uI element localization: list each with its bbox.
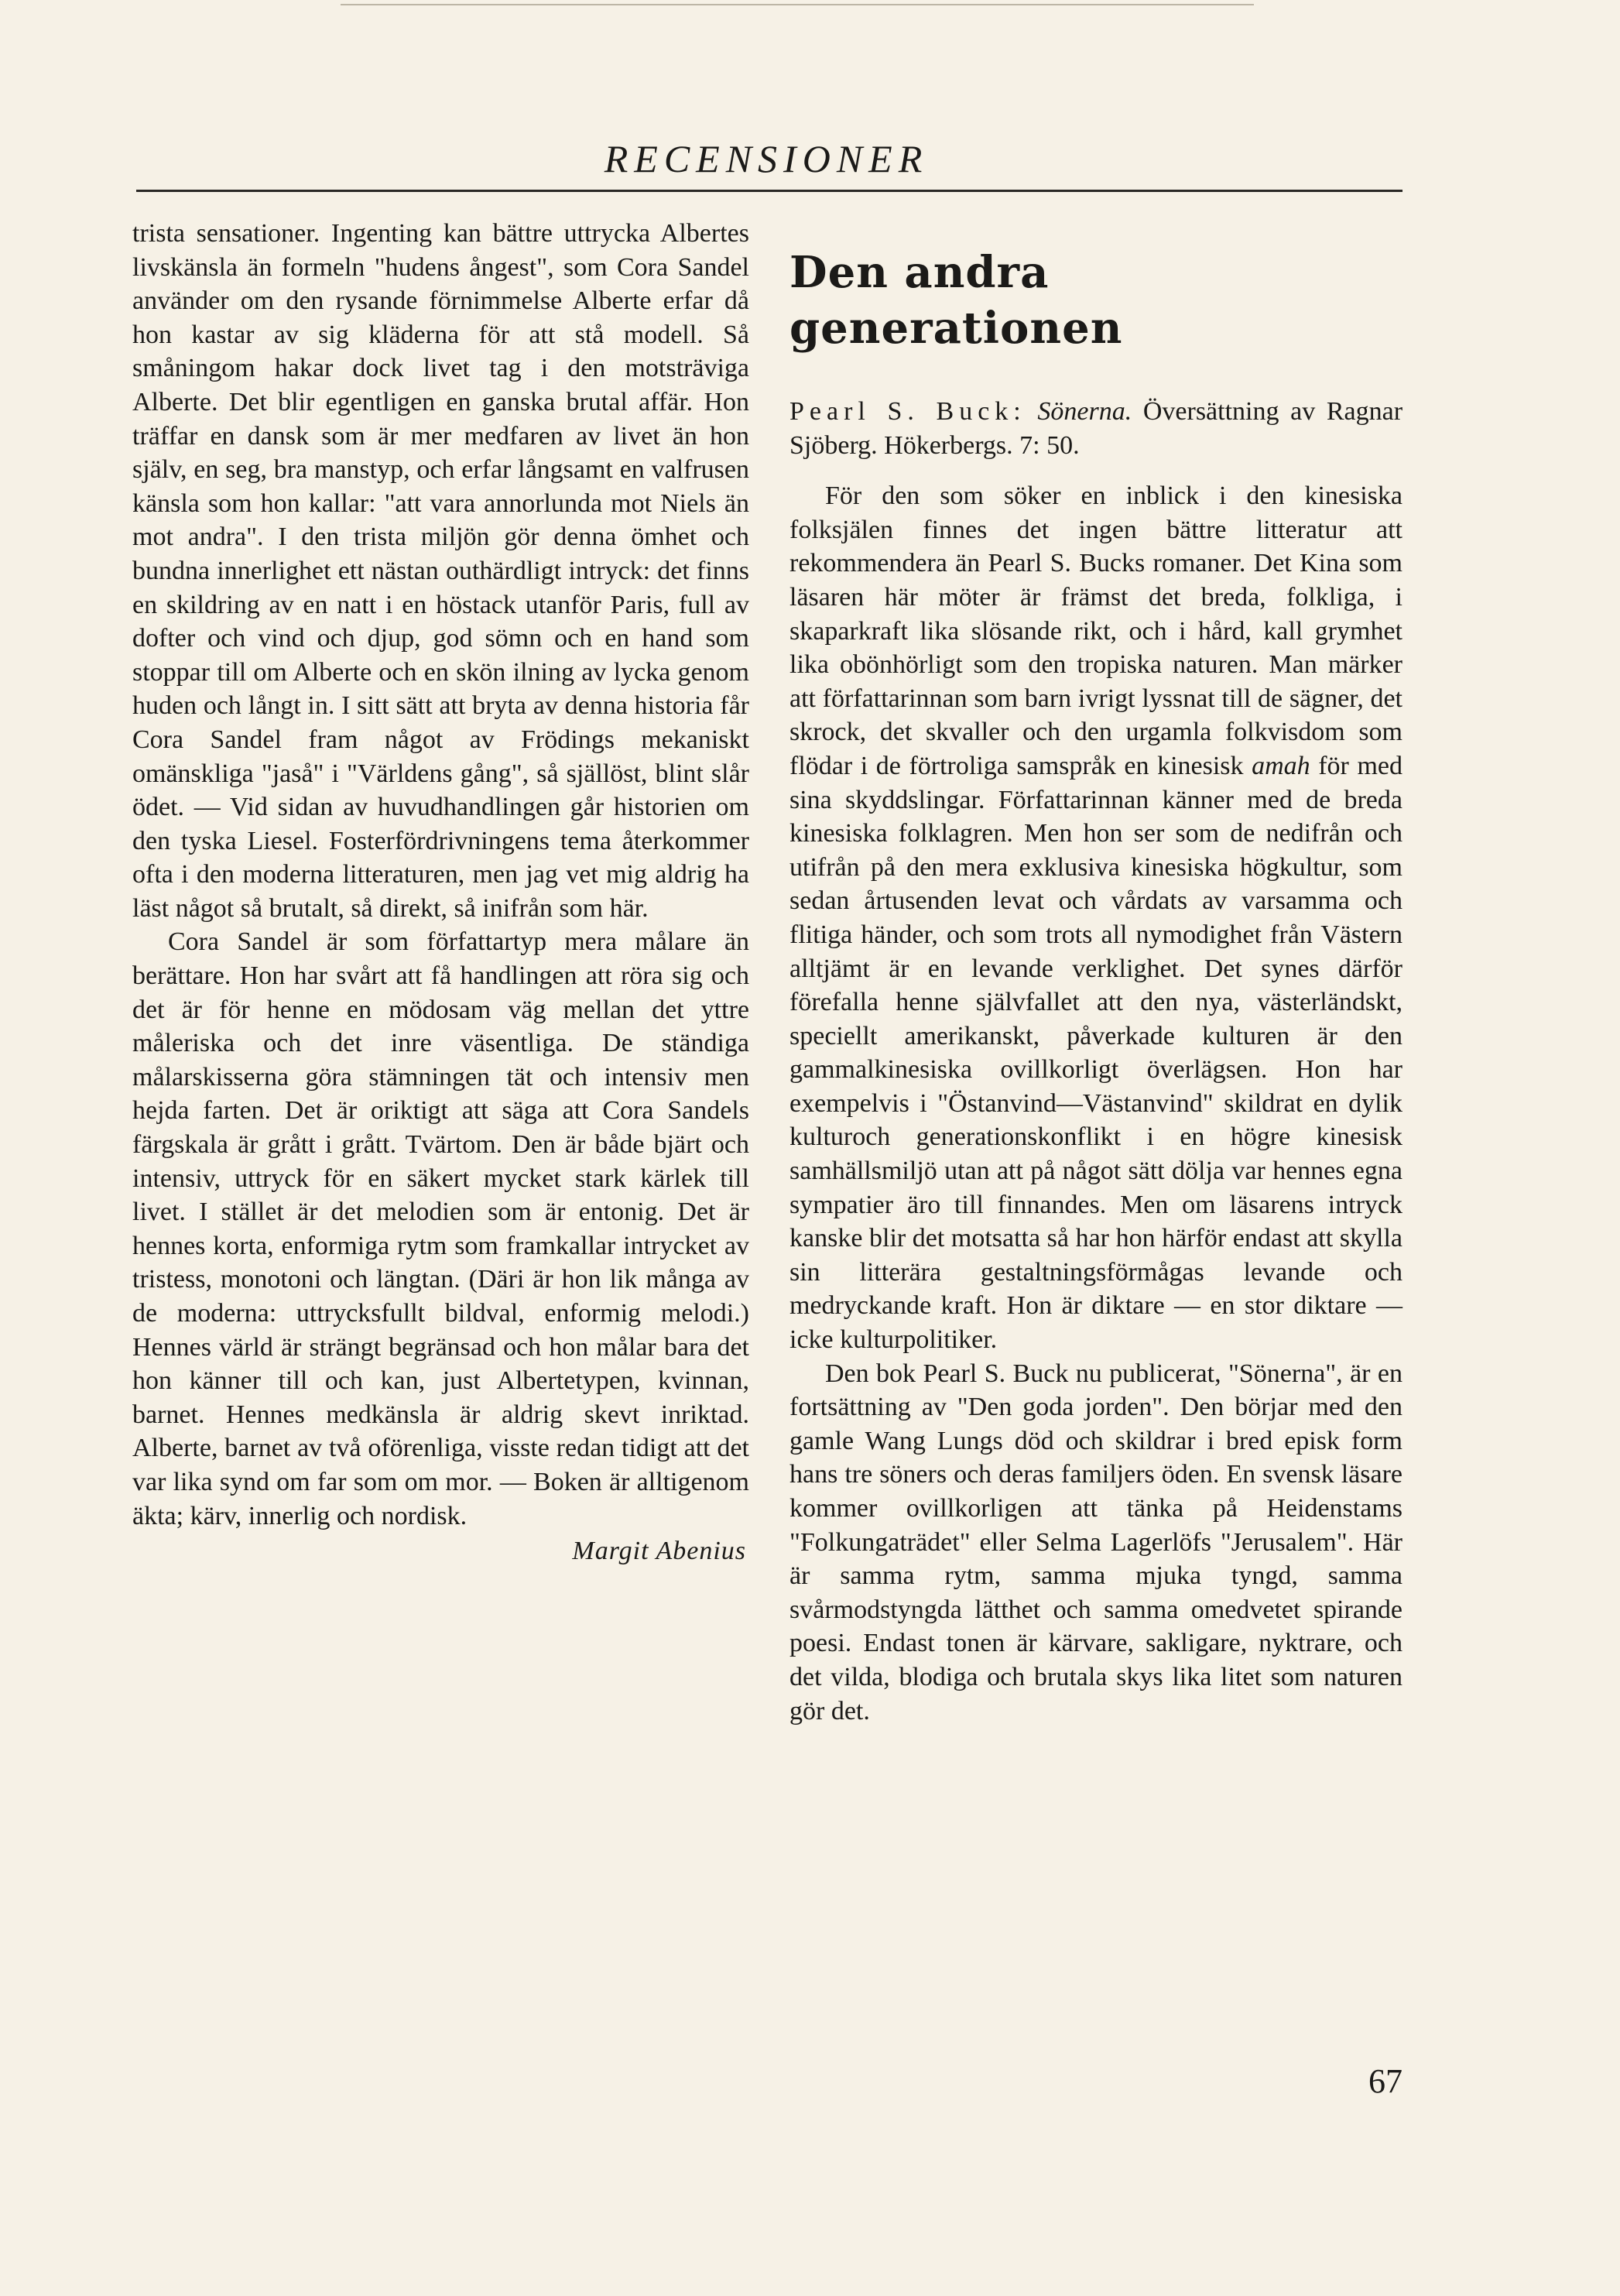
left-paragraph-1: trista sensationer. Ingenting kan bättre uttrycka Albertes livskänsla än formeln "hudens ångest", som Cora Sandel använder om den rysande förnimmelse Alberte erfar då hon kastar av sig kläderna för att stå modell. Så småningom hakar dock livet tag i den motsträviga Alberte. Det blir egentligen en ganska brutal affär. Hon träffar en dansk som är mer medfaren av livet än hon själv, en seg, bra manstyp, och erfar långsamt en valfrusen känsla som hon kallar: "att vara annorlunda mot Niels än mot andra". I den trista miljön gör denna ömhet och bundna innerlighet ett nästan outhärdligt intryck: det finns en skildring av en natt i en höstack utanför Paris, full av dofter och vind och djup, god sömn och en hand som stoppar till om Alberte och en skön ilning av lycka genom huden och långt in. I sitt sätt att bryta av denna historia får Cora Sandel fram något av Frödings mekaniskt omänskliga "jaså" i "Världens gång", så själlöst, blint slår ödet. — Vid sidan av huvudhandlingen går historien om den tyska Liesel. Fosterfördrivningens tema återkommer ofta i den moderna litteraturen, men jag vet mig aldrig ha läst något så brutalt, så direkt, så inifrån som här. (132, 219, 749, 923)
citation-author: Pearl S. Buck: (789, 397, 1026, 426)
page-number: 67 (1368, 2062, 1403, 2100)
review-title-line-2: generationen (789, 303, 1123, 354)
book-citation (789, 395, 1403, 462)
right-paragraph-1-part-1: För den som söker en inblick i den kinesiska folksjälen finnes det ingen bättre litteratur att rekommendera än Pearl S. Bucks romaner. Det Kina som läsaren här möter är främst det breda, folkliga, i skaparkraft lika slösande rikt, och i hård, kall grymhet lika obönhörligt som den tropiska naturen. Man märker att författarinnan som barn ivrigt lyssnat till de sägner, det skrock, det skvaller och den urgamla folkvisdom som flödar i de förtroliga samspråk en kinesisk (789, 481, 1403, 780)
review-title (789, 245, 1403, 356)
review-title-line-1: Den andra (789, 247, 1050, 298)
citation-book-title: Sönerna. (1037, 397, 1132, 426)
left-column (132, 217, 749, 1568)
right-column (789, 217, 1403, 1728)
review-signature: Margit Abenius (572, 1537, 746, 1566)
right-paragraph-1-emphasis: amah (1252, 751, 1310, 780)
right-paragraph-1-part-2: för med sina skyddslingar. Författarinnan känner med de breda kinesiska folklagren. Men hon ser som de nedifrån och utifrån på den mera exklusiva kinesiska högkultur, som sedan årtusenden levat och vårdats av varsamma och flitiga händer, och som trots all nymodighet från Västern alltjämt är en levande verklighet. Det synes därför förefalla henne självfallet att den nya, västerländskt, speciellt amerikanskt, påverkade kulturen är den gammalkinesiska ovillkorligt överlägsen. Hon har exempelvis i "Östanvind—Västanvind" skildrat en dylik kulturoch generationskonflikt i en högre kinesisk samhällsmiljö utan att på något sätt dölja var hennes egna sympatier äro till finnandes. Men om läsarens intryck kanske blir det motsatta så har hon härför endast att skylla sin litterära gestaltningsförmågas levande och medryckande kraft. Hon är diktare — en stor diktare — icke kulturpolitiker. (789, 751, 1403, 1355)
right-paragraph-2: Den bok Pearl S. Buck nu publicerat, "Sönerna", är en fortsättning av "Den goda jorden". Den börjar med den gamle Wang Lungs död och skildrar i bred episk form hans tre söners och deras familjers öden. En svensk läsare kommer ovillkorligen att tänka på Heidenstams "Folkungaträdet" eller Selma Lagerlöfs "Jerusalem". Här är samma rytm, samma mjuka tyngd, samma svårmodstyngda lätthet och samma omedvetet spirande poesi. Endast tonen är kärvare, sakligare, nyktrare, och det vilda, blodiga och brutala skys lika litet som naturen gör det. (789, 1359, 1403, 1725)
citation-details: Översättning av Ragnar Sjöberg. Hökerbergs. 7: 50. (789, 397, 1403, 460)
header-rule (136, 190, 1403, 192)
top-edge-rule (341, 4, 1254, 5)
left-paragraph-2: Cora Sandel är som författartyp mera målare än berättare. Hon har svårt att få handlingen att röra sig och det är för henne en mödosam väg mellan det yttre måleriska och det inre väsentliga. De ständiga målarskisserna göra stämningen tät och intensiv men hejda farten. Det är oriktigt att säga att Cora Sandels färgskala är grått i grått. Tvärtom. Den är både bjärt och intensiv, uttryck för en säkert mycket stark kärlek till livet. I stället är det melodien som är entonig. Det är hennes korta, enformiga rytm som framkallar intrycket av tristess, monotoni och längtan. (Däri är hon lik många av de moderna: uttrycksfullt bildval, enformig melodi.) Hennes värld är strängt begränsad och hon målar bara det hon känner till och kan, just Albertetypen, kvinnan, barnet. Hennes medkänsla är aldrig skevt inriktad. Alberte, barnet av två oförenliga, visste redan tidigt att det var lika synd om far som om mor. — Boken är alltigenom äkta; kärv, innerlig och nordisk. (132, 927, 749, 1530)
running-head: RECENSIONER (604, 137, 929, 180)
right-paragraph-1 (789, 479, 1403, 1356)
